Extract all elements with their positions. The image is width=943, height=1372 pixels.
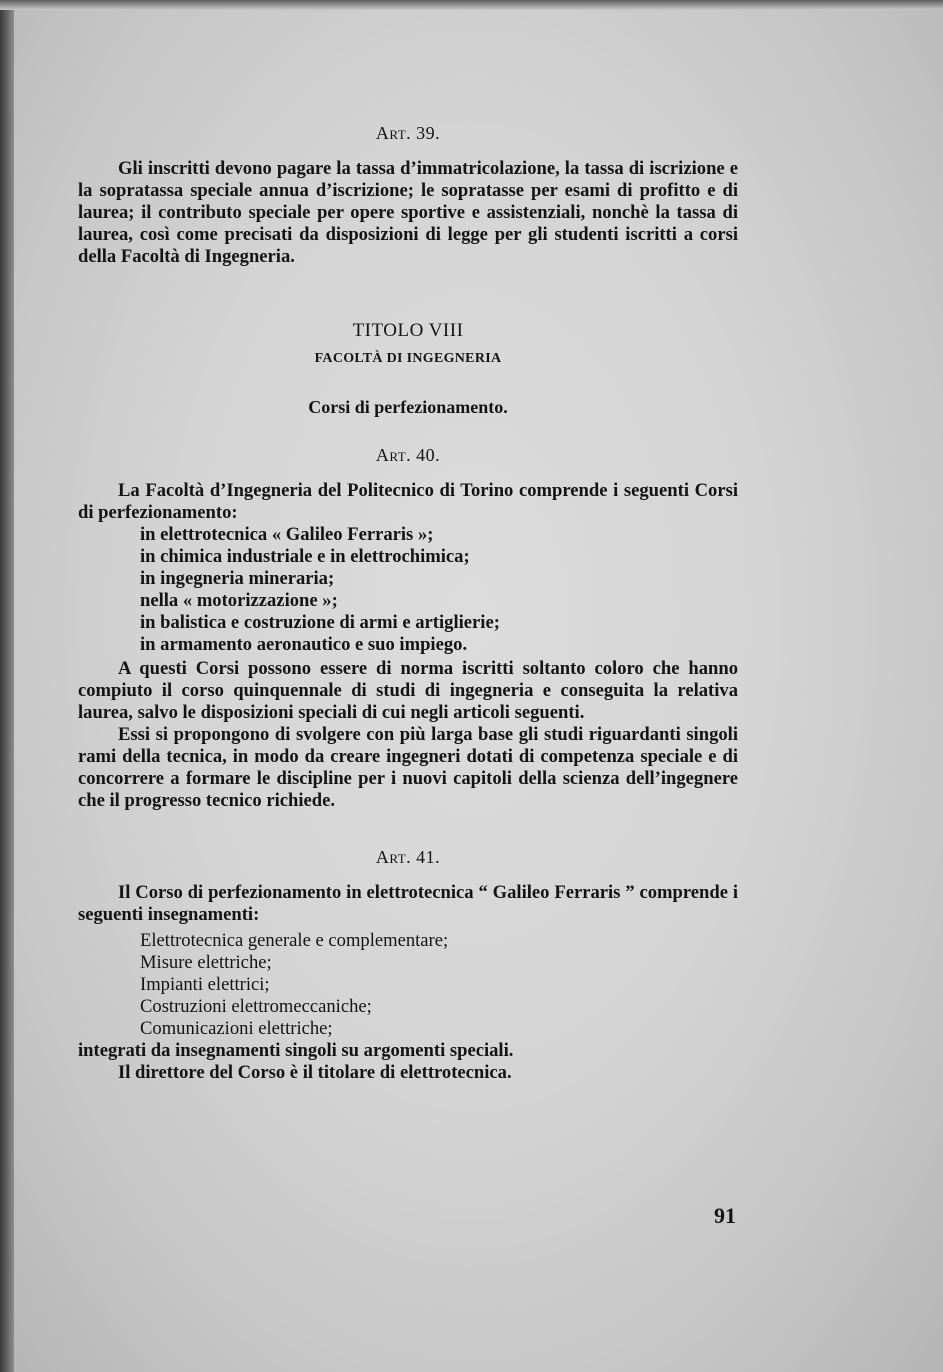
article-39-heading [78,122,738,144]
article-39-heading-prefix: Art. [375,123,412,143]
course-item: in ingegneria mineraria; [140,568,335,589]
article-41-integrated: integrati da insegnamenti singoli su argomenti speciali. [78,1040,514,1061]
article-41-heading-prefix: Art. [375,847,412,867]
faculty-heading: FACOLTÀ DI INGEGNERIA [314,351,502,366]
page-content [78,122,738,1084]
article-41-intro: Il Corso di perfezionamento in elettrotecnica “ Galileo Ferraris ” comprende i seguenti insegnamenti: [78,882,738,925]
subject-item: Impianti elettrici; [140,974,270,995]
article-40-intro: La Facoltà d’Ingegneria del Politecnico di Torino comprende i seguenti Corsi di perfezionamento: [78,480,738,523]
article-41-director: Il direttore del Corso è il titolare di elettrotecnica. [118,1062,512,1083]
article-40-heading [78,444,738,466]
article-40-paragraph-1: A questi Corsi possono essere di norma iscritti soltanto coloro che hanno compiuto il corso quinquennale di studi di ingegneria e conseguita la relativa laurea, salvo le disposizioni speciali di cui negli articoli seguenti. [78,658,738,723]
course-item: in elettrotecnica « Galileo Ferraris »; [140,524,434,545]
page-edge-shadow [0,0,14,1372]
subject-item: Misure elettriche; [140,952,272,973]
course-item: nella « motorizzazione »; [140,590,338,611]
section-heading: Corsi di perfezionamento. [308,397,508,417]
article-40-heading-number: 40. [416,445,441,465]
courses-list [78,524,738,656]
subject-item: Elettrotecnica generale e complementare; [140,930,449,951]
article-40-paragraph-2: Essi si propongono di svolgere con più larga base gli studi riguardanti singoli rami della tecnica, in modo da creare ingegneri dotati di competenza speciale e di concorrere a formare le discipline per i nuovi capitoli della scienza dell’ingegnere che il progresso tecnico richiede. [78,724,738,811]
article-39-text: Gli inscritti devono pagare la tassa d’immatricolazione, la tassa di iscrizione e la sopratassa speciale annua d’iscrizione; le sopratasse per esami di profitto e di laurea; il contributo speciale per opere sportive e assistenziali, nonchè la tassa di laurea, così come precisati da disposizioni di legge per gli studenti iscritti a corsi della Facoltà di Ingegneria. [78,158,738,267]
article-41-heading-number: 41. [416,847,441,867]
page-number: 91 [714,1203,736,1228]
course-item: in balistica e costruzione di armi e artiglierie; [140,612,500,633]
subject-item: Costruzioni elettromeccaniche; [140,996,372,1017]
subjects-list [78,930,738,1040]
course-item: in chimica industriale e in elettrochimica; [140,546,470,567]
article-39-heading-number: 39. [416,123,441,143]
article-40-heading-prefix: Art. [375,445,412,465]
course-item: in armamento aeronautico e suo impiego. [140,634,468,655]
subject-item: Comunicazioni elettriche; [140,1018,333,1039]
article-41-heading [78,846,738,868]
page-top-shadow [0,0,943,10]
title-heading: TITOLO VIII [352,320,464,341]
